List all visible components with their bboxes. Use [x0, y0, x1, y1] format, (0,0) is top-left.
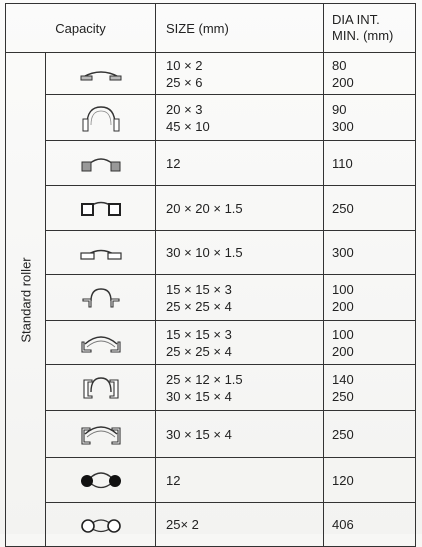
table-row [6, 458, 416, 503]
dia-cell [324, 186, 416, 231]
size-value: 25 × 25 × 4 [166, 343, 232, 359]
table-row [6, 95, 416, 141]
dia-value: 200 [332, 298, 354, 314]
angle-out-icon [46, 275, 156, 321]
dia-value: 250 [332, 200, 354, 216]
size-cell [156, 458, 324, 503]
dia-value: 250 [332, 426, 354, 442]
size-value: 15 × 15 × 3 [166, 326, 232, 342]
size-cell [156, 141, 324, 186]
table-row [6, 503, 416, 547]
dia-cell [324, 503, 416, 547]
size-value: 12 [166, 472, 181, 488]
dia-value: 300 [332, 245, 354, 260]
angle-in-icon [46, 321, 156, 365]
size-cell [156, 186, 324, 231]
size-value: 25 × 6 [166, 74, 203, 90]
capacity-table [5, 3, 416, 547]
dia-cell [324, 458, 416, 503]
size-value: 20 × 20 × 1.5 [166, 200, 243, 216]
table-row [6, 141, 416, 186]
table-row [6, 186, 416, 231]
header-dia-line2: MIN. (mm) [332, 28, 394, 43]
dia-value: 200 [332, 343, 354, 359]
size-value: 10 × 2 [166, 57, 203, 73]
size-value: 25 × 25 × 4 [166, 298, 232, 314]
dia-cell [324, 411, 416, 458]
dia-value: 140 [332, 371, 354, 387]
size-value: 45 × 10 [166, 118, 210, 134]
square-bar-icon [46, 141, 156, 186]
size-value: 15 × 15 × 3 [166, 281, 232, 297]
side-cell [6, 53, 46, 547]
dia-cell [324, 141, 416, 186]
size-cell [156, 231, 324, 275]
dia-value: 100 [332, 326, 354, 342]
size-value: 30 × 15 × 4 [166, 388, 232, 404]
dia-value: 406 [332, 517, 354, 532]
table-row [6, 231, 416, 275]
dia-value: 100 [332, 281, 354, 297]
dia-cell [324, 53, 416, 95]
size-value: 30 × 15 × 4 [166, 426, 232, 442]
table-row [6, 53, 416, 95]
size-value: 25× 2 [166, 517, 199, 532]
side-label: Standard roller [18, 256, 33, 343]
size-cell [156, 95, 324, 141]
dia-value: 200 [332, 74, 354, 90]
size-value: 12 [166, 155, 181, 171]
dia-cell [324, 321, 416, 365]
rect-tube-icon [46, 231, 156, 275]
dia-cell [324, 95, 416, 141]
channel-in-icon [46, 411, 156, 458]
table-row [6, 321, 416, 365]
square-tube-icon [46, 186, 156, 231]
dia-value: 250 [332, 388, 354, 404]
header-capacity: Capacity [6, 4, 156, 53]
dia-value: 110 [332, 155, 353, 171]
dia-value: 120 [332, 472, 354, 488]
flat-bar-edge-icon [46, 95, 156, 141]
size-value: 20 × 3 [166, 101, 203, 117]
dia-value: 80 [332, 57, 347, 73]
table-row [6, 411, 416, 458]
channel-out-icon [46, 365, 156, 411]
size-value: 25 × 12 × 1.5 [166, 371, 243, 387]
flat-bar-icon [46, 53, 156, 95]
size-cell [156, 321, 324, 365]
round-tube-icon [46, 503, 156, 547]
header-dia [324, 4, 416, 53]
dia-cell [324, 365, 416, 411]
header-size: SIZE (mm) [156, 4, 324, 53]
size-cell [156, 365, 324, 411]
size-cell [156, 53, 324, 95]
dia-value: 300 [332, 118, 354, 134]
size-value: 30 × 10 × 1.5 [166, 245, 243, 260]
header-dia-line1: DIA INT. [332, 12, 380, 27]
size-cell [156, 411, 324, 458]
dia-value: 90 [332, 101, 347, 117]
table-row [6, 365, 416, 411]
round-bar-icon [46, 458, 156, 503]
size-cell [156, 503, 324, 547]
table-row [6, 275, 416, 321]
dia-cell [324, 275, 416, 321]
size-cell [156, 275, 324, 321]
dia-cell [324, 231, 416, 275]
header-row [6, 4, 416, 53]
